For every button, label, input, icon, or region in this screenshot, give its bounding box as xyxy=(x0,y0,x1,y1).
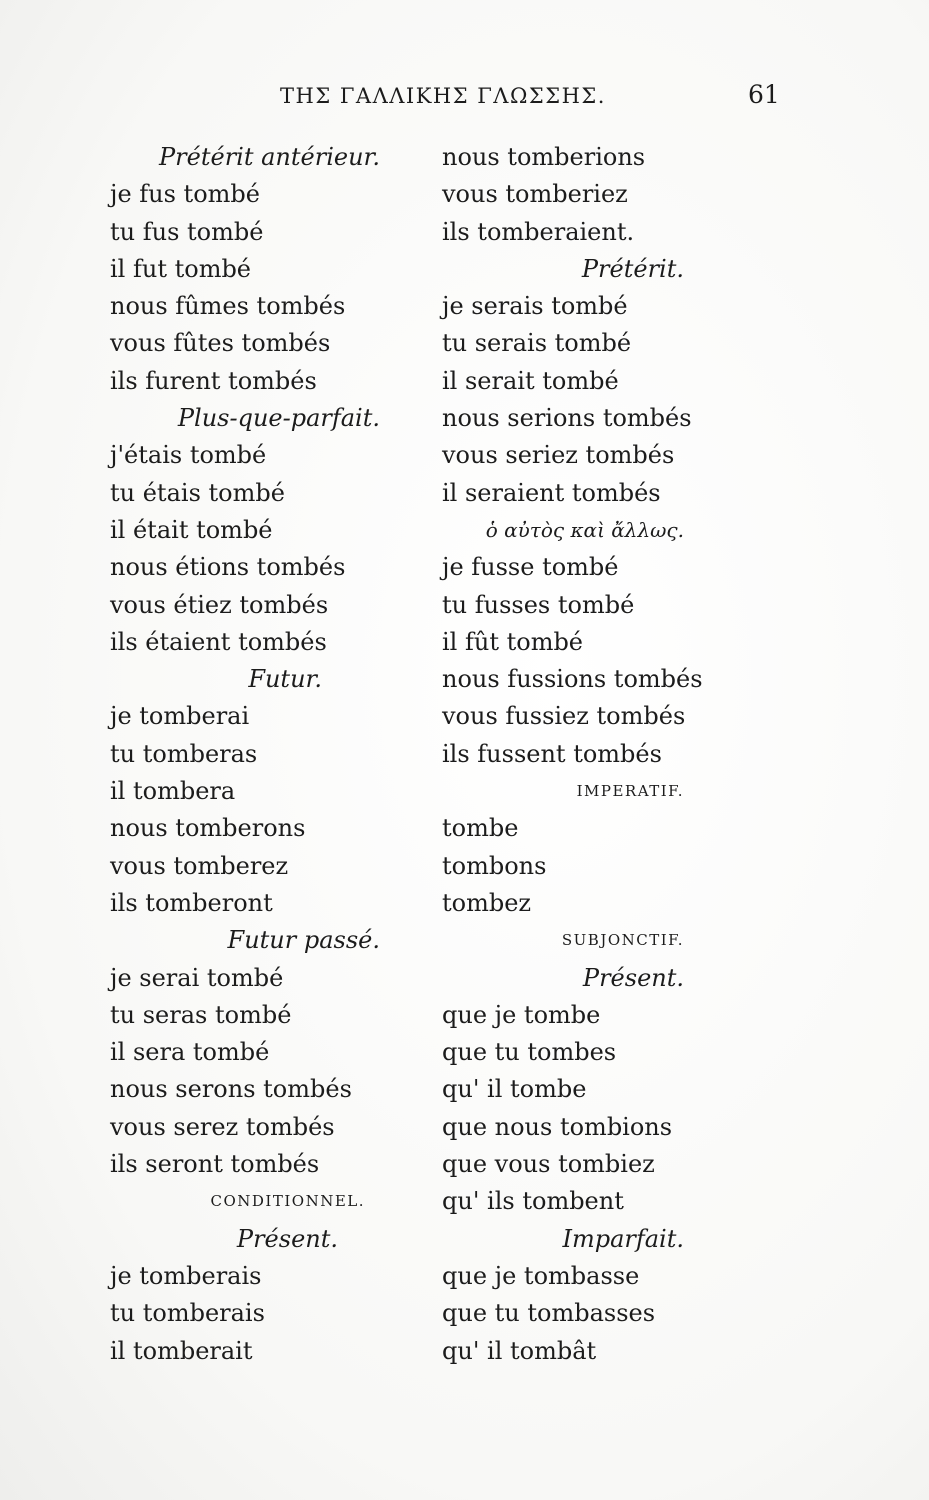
verb-form-line: je fusse tombé xyxy=(442,553,619,582)
verb-form-line: il tomberait xyxy=(110,1336,253,1365)
verb-form-line: tombons xyxy=(442,851,547,880)
verb-form-line: tu serais tombé xyxy=(442,329,632,358)
verb-form-line: il sera tombé xyxy=(110,1038,270,1067)
tense-heading: Prétérit. xyxy=(581,254,684,283)
verb-form-line: vous seriez tombés xyxy=(442,441,675,470)
verb-form-line: je serais tombé xyxy=(442,292,628,321)
verb-form-line: nous tomberions xyxy=(442,143,646,171)
mood-heading: CONDITIONNEL. xyxy=(210,1192,365,1211)
verb-form-line: tu fus tombé xyxy=(110,217,264,246)
verb-form-line: nous fussions tombés xyxy=(442,665,703,694)
verb-form-line: il serait tombé xyxy=(442,366,619,395)
mood-heading: IMPERATIF. xyxy=(576,782,684,801)
verb-form-line: que vous tombiez xyxy=(442,1150,655,1179)
verb-form-line: ils étaient tombés xyxy=(110,627,327,656)
right-conjugation-column xyxy=(442,139,772,1370)
tense-heading: Imparfait. xyxy=(562,1224,684,1253)
tense-heading: Présent. xyxy=(236,1224,338,1253)
verb-form-line: vous étiez tombés xyxy=(110,590,329,619)
verb-form-line: vous serez tombés xyxy=(110,1112,335,1141)
verb-form-line: il était tombé xyxy=(110,515,273,544)
verb-form-line: tombe xyxy=(442,814,519,843)
tense-heading: Prétérit antérieur. xyxy=(159,143,380,171)
verb-form-line: ils seront tombés xyxy=(110,1150,320,1179)
verb-form-line: je tomberai xyxy=(110,702,250,731)
verb-form-line: vous fûtes tombés xyxy=(110,329,331,358)
verb-form-line: vous tomberiez xyxy=(442,180,628,209)
verb-form-line: je tomberais xyxy=(110,1261,262,1290)
verb-form-line: nous serons tombés xyxy=(110,1075,352,1104)
verb-form-line: qu' il tombe xyxy=(442,1075,587,1104)
verb-form-line: nous étions tombés xyxy=(110,553,346,582)
verb-form-line: qu' ils tombent xyxy=(442,1187,624,1216)
greek-note: ὁ αὐτὸς καὶ ἄλλως. xyxy=(485,517,684,542)
verb-form-line: que tu tombasses xyxy=(442,1299,656,1328)
verb-form-line: ils tomberaient. xyxy=(442,217,635,246)
verb-form-line: que tu tombes xyxy=(442,1038,617,1067)
mood-heading: SUBJONCTIF. xyxy=(561,931,684,950)
verb-form-line: ils furent tombés xyxy=(110,366,317,395)
verb-form-line: il seraient tombés xyxy=(442,478,661,507)
verb-form-line: nous tomberons xyxy=(110,814,306,843)
verb-form-line: il fût tombé xyxy=(442,627,584,656)
verb-form-line: tu étais tombé xyxy=(110,478,285,507)
verb-form-line: ils fussent tombés xyxy=(442,739,662,768)
verb-form-line: nous serions tombés xyxy=(442,404,692,433)
tense-heading: Plus-que-parfait. xyxy=(177,404,380,433)
page-number: 61 xyxy=(748,80,780,109)
running-head: ΤΗΣ ΓΑΛΛΙΚΗΣ ΓΛΩΣΣΗΣ. xyxy=(280,84,606,108)
verb-form-line: que je tombasse xyxy=(442,1261,640,1290)
verb-form-line: il fut tombé xyxy=(110,254,252,283)
verb-form-line: tu tomberas xyxy=(110,739,258,768)
left-conjugation-column xyxy=(110,139,440,1370)
tense-heading: Futur. xyxy=(248,665,322,694)
tense-heading: Futur passé. xyxy=(227,926,380,955)
verb-form-line: que nous tombions xyxy=(442,1112,673,1141)
verb-form-line: j'étais tombé xyxy=(110,441,267,470)
verb-form-line: que je tombe xyxy=(442,1000,601,1029)
verb-form-line: je serai tombé xyxy=(110,963,284,992)
verb-form-line: nous fûmes tombés xyxy=(110,292,346,321)
verb-form-line: ils tomberont xyxy=(110,888,273,917)
verb-form-line: vous fussiez tombés xyxy=(442,702,686,731)
verb-form-line: tu tomberais xyxy=(110,1299,265,1328)
verb-form-line: tombez xyxy=(442,888,532,917)
verb-form-line: tu seras tombé xyxy=(110,1000,292,1029)
verb-form-line: qu' il tombât xyxy=(442,1336,597,1365)
tense-heading: Présent. xyxy=(582,963,684,992)
verb-form-line: je fus tombé xyxy=(110,180,260,209)
verb-form-line: tu fusses tombé xyxy=(442,590,635,619)
verb-form-line: il tombera xyxy=(110,777,236,806)
verb-form-line: vous tomberez xyxy=(110,851,289,880)
